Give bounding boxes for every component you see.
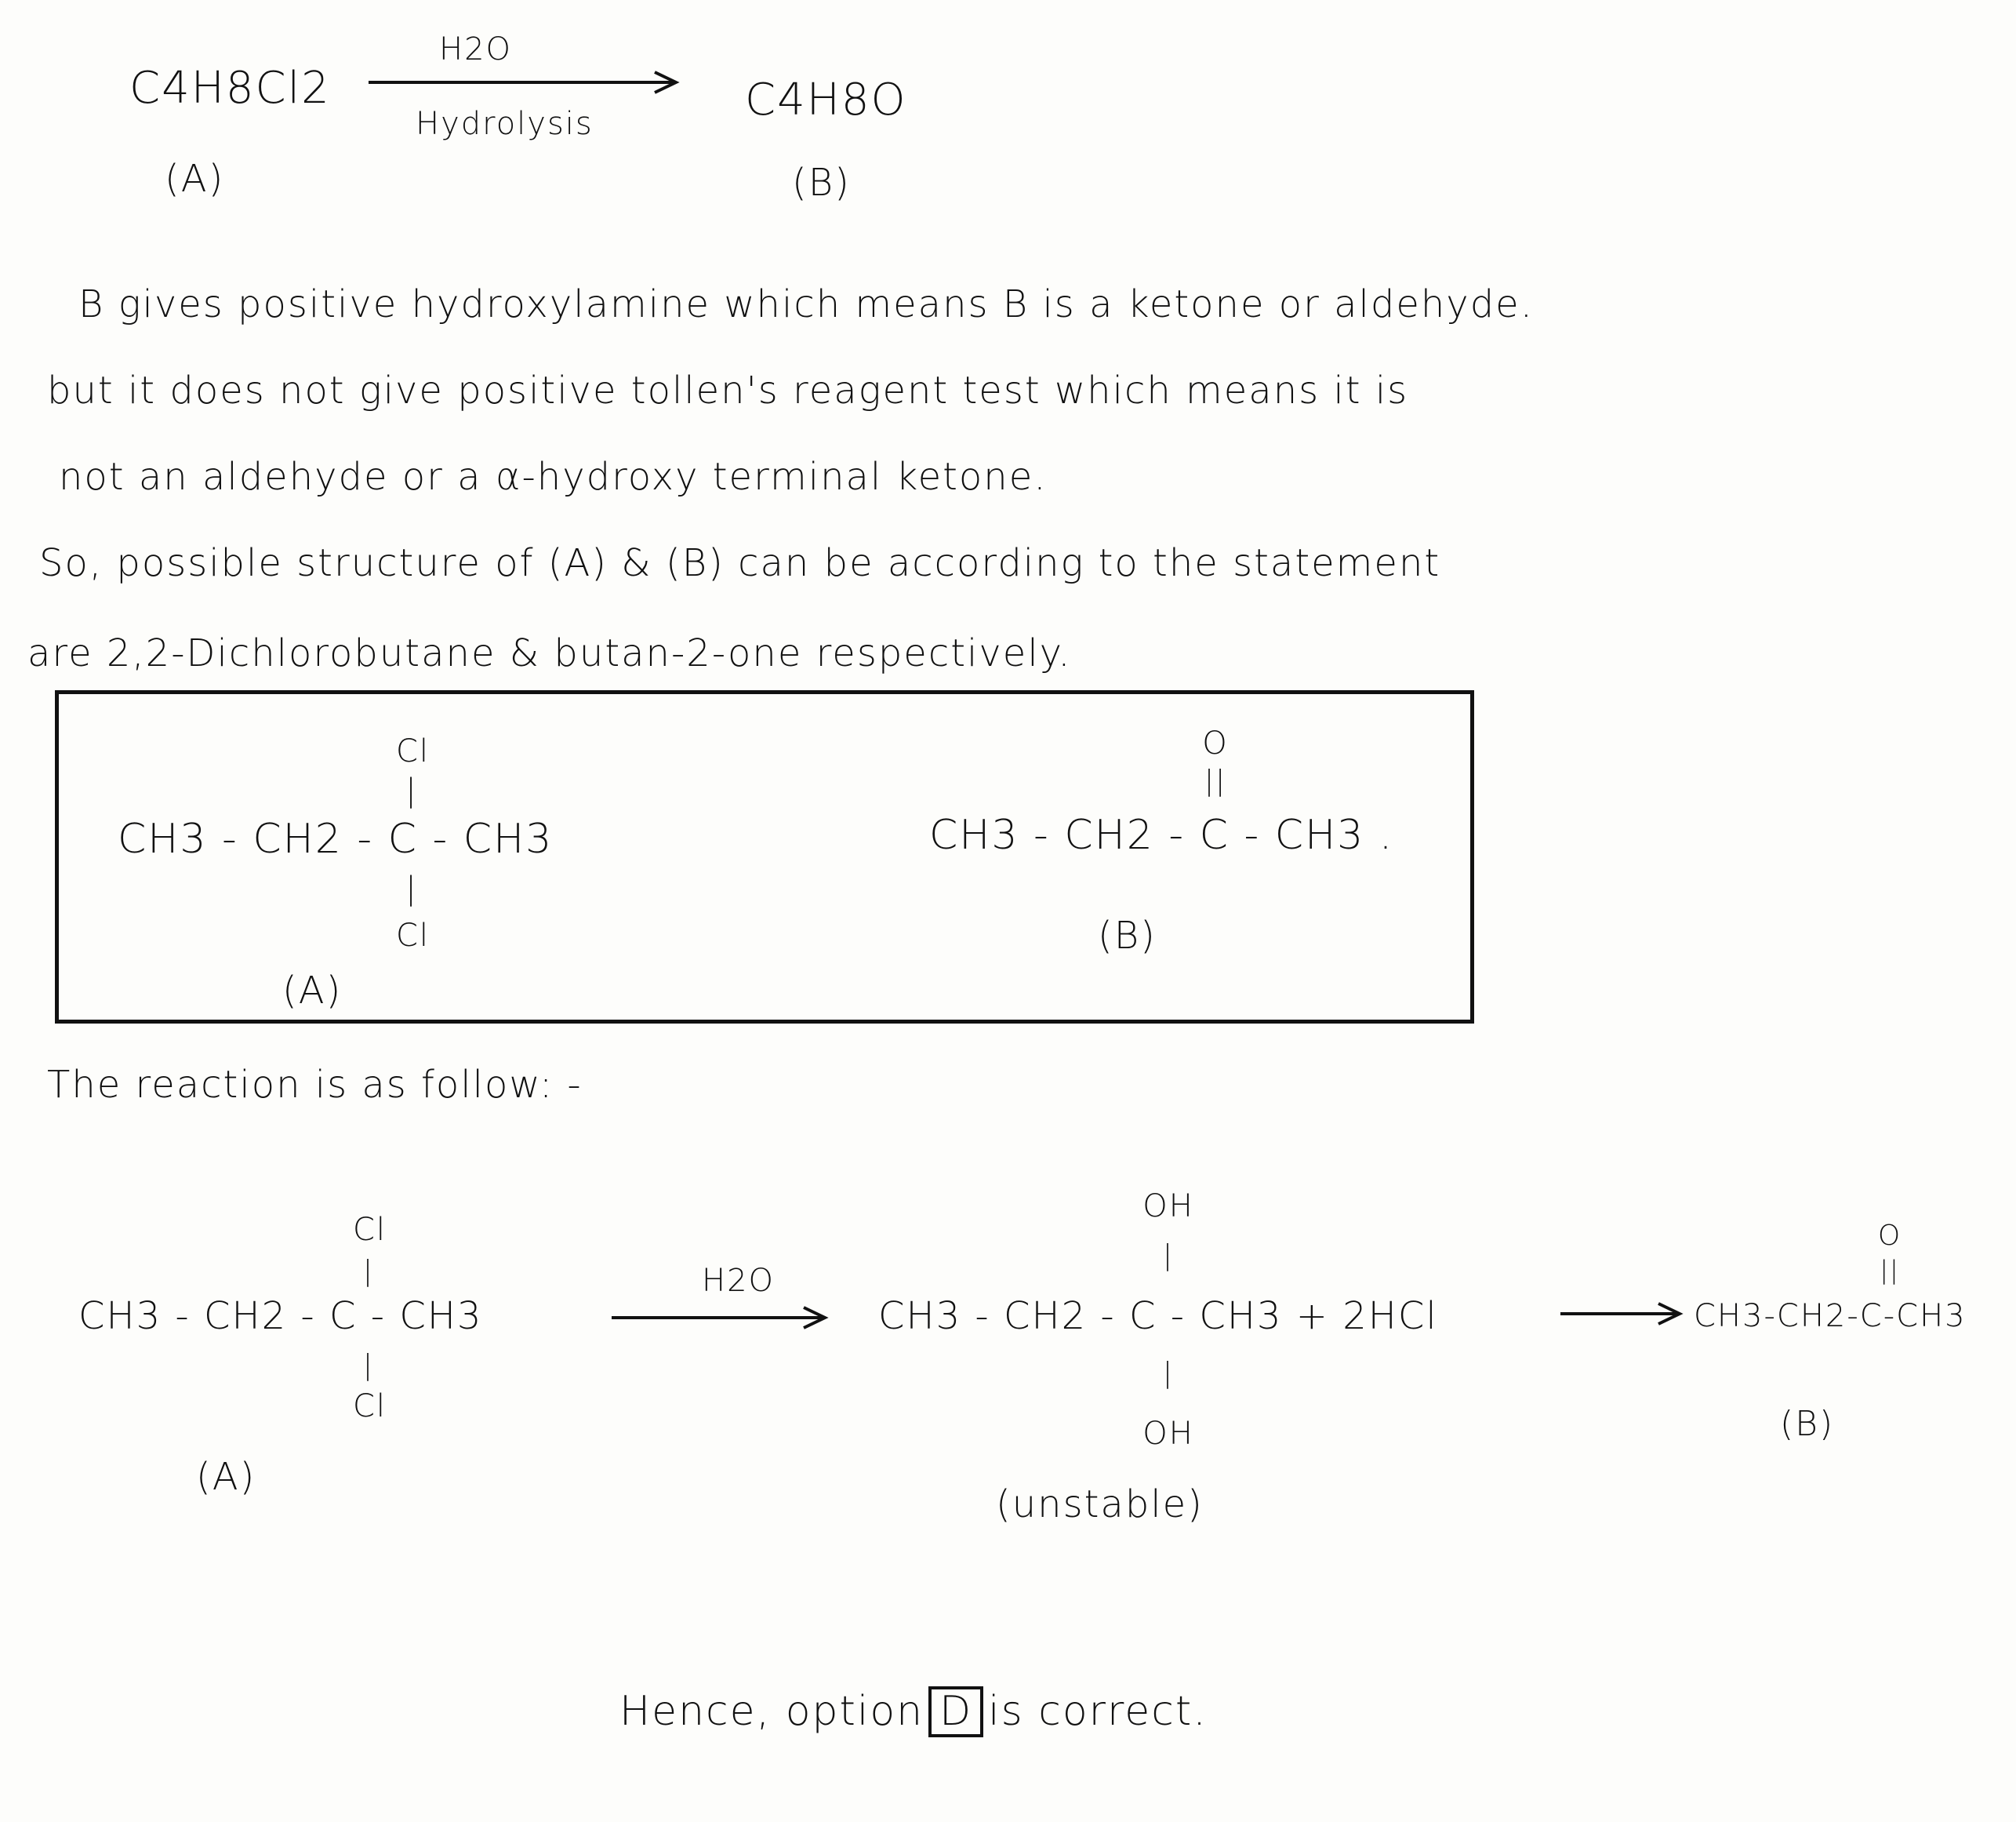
intermediate-bond-bottom: |: [1162, 1357, 1175, 1389]
intermediate-bottom-sub: OH: [1142, 1416, 1194, 1452]
structure-a-bottom-sub: Cl: [396, 918, 430, 954]
final-product-label: (B): [1780, 1404, 1835, 1444]
product-label: (B): [792, 161, 851, 205]
intermediate-chain: CH3 - CH2 - C - CH3 + 2HCl: [878, 1294, 1438, 1338]
final-product-top-sub: O: [1877, 1220, 1902, 1252]
arrow-top-label: H2O: [439, 31, 513, 67]
answer-option-box: D: [928, 1686, 983, 1737]
structure-b-double-bond: ||: [1204, 765, 1227, 797]
reaction-arrow-icon: [612, 1306, 831, 1329]
structure-b-top-sub: O: [1202, 726, 1229, 762]
final-product-chain: CH3-CH2-C-CH3: [1694, 1298, 1967, 1334]
intermediate-label: (unstable): [996, 1482, 1204, 1526]
paragraph-line-5: are 2,2-Dichlorobutane & butan-2-one respectively.: [27, 631, 1072, 675]
paragraph-line-3: not an aldehyde or a α-hydroxy terminal ketone.: [59, 455, 1048, 499]
structure-a-bond-top: |: [405, 773, 418, 809]
structure-a-label: (A): [282, 969, 343, 1013]
conclusion-prefix: Hence, option: [619, 1688, 924, 1735]
reactant-bond-top: |: [362, 1255, 375, 1287]
reaction-reactant-label: (A): [196, 1455, 256, 1499]
reactant-bond-bottom: |: [362, 1349, 375, 1381]
conclusion-suffix: is correct.: [988, 1688, 1208, 1735]
final-product-double-bond: ||: [1880, 1255, 1900, 1285]
intermediate-top-sub: OH: [1142, 1188, 1194, 1224]
reaction-arrow-label: H2O: [702, 1263, 776, 1299]
conclusion: [619, 1686, 1208, 1737]
paragraph-line-2: but it does not give positive tollen's reagent test which means it is: [47, 369, 1409, 413]
structure-b-label: (B): [1098, 914, 1157, 958]
reactant-label: (A): [165, 157, 225, 201]
product-formula: C4H8O: [745, 75, 907, 125]
reactant-formula: C4H8Cl2: [129, 63, 331, 114]
arrow-right-icon: [369, 71, 682, 94]
paragraph-line-4: So, possible structure of (A) & (B) can be according to the statement: [39, 541, 1441, 585]
structure-a-top-sub: Cl: [396, 733, 430, 769]
structure-a-chain: CH3 - CH2 - C - CH3: [118, 816, 554, 863]
structure-b-chain: CH3 - CH2 - C - CH3 .: [929, 812, 1394, 859]
second-arrow-icon: [1560, 1302, 1686, 1326]
reactant-chain: CH3 - CH2 - C - CH3: [78, 1294, 483, 1338]
paragraph-line-1: B gives positive hydroxylamine which means B is a ketone or aldehyde.: [78, 282, 1534, 326]
reactant-bottom-sub: Cl: [353, 1388, 387, 1424]
arrow-bottom-label: Hydrolysis: [416, 106, 594, 142]
reactant-top-sub: Cl: [353, 1212, 387, 1248]
reaction-heading: The reaction is as follow: -: [47, 1063, 583, 1107]
structure-a-bond-bottom: |: [405, 871, 418, 907]
intermediate-bond-top: |: [1162, 1239, 1175, 1271]
